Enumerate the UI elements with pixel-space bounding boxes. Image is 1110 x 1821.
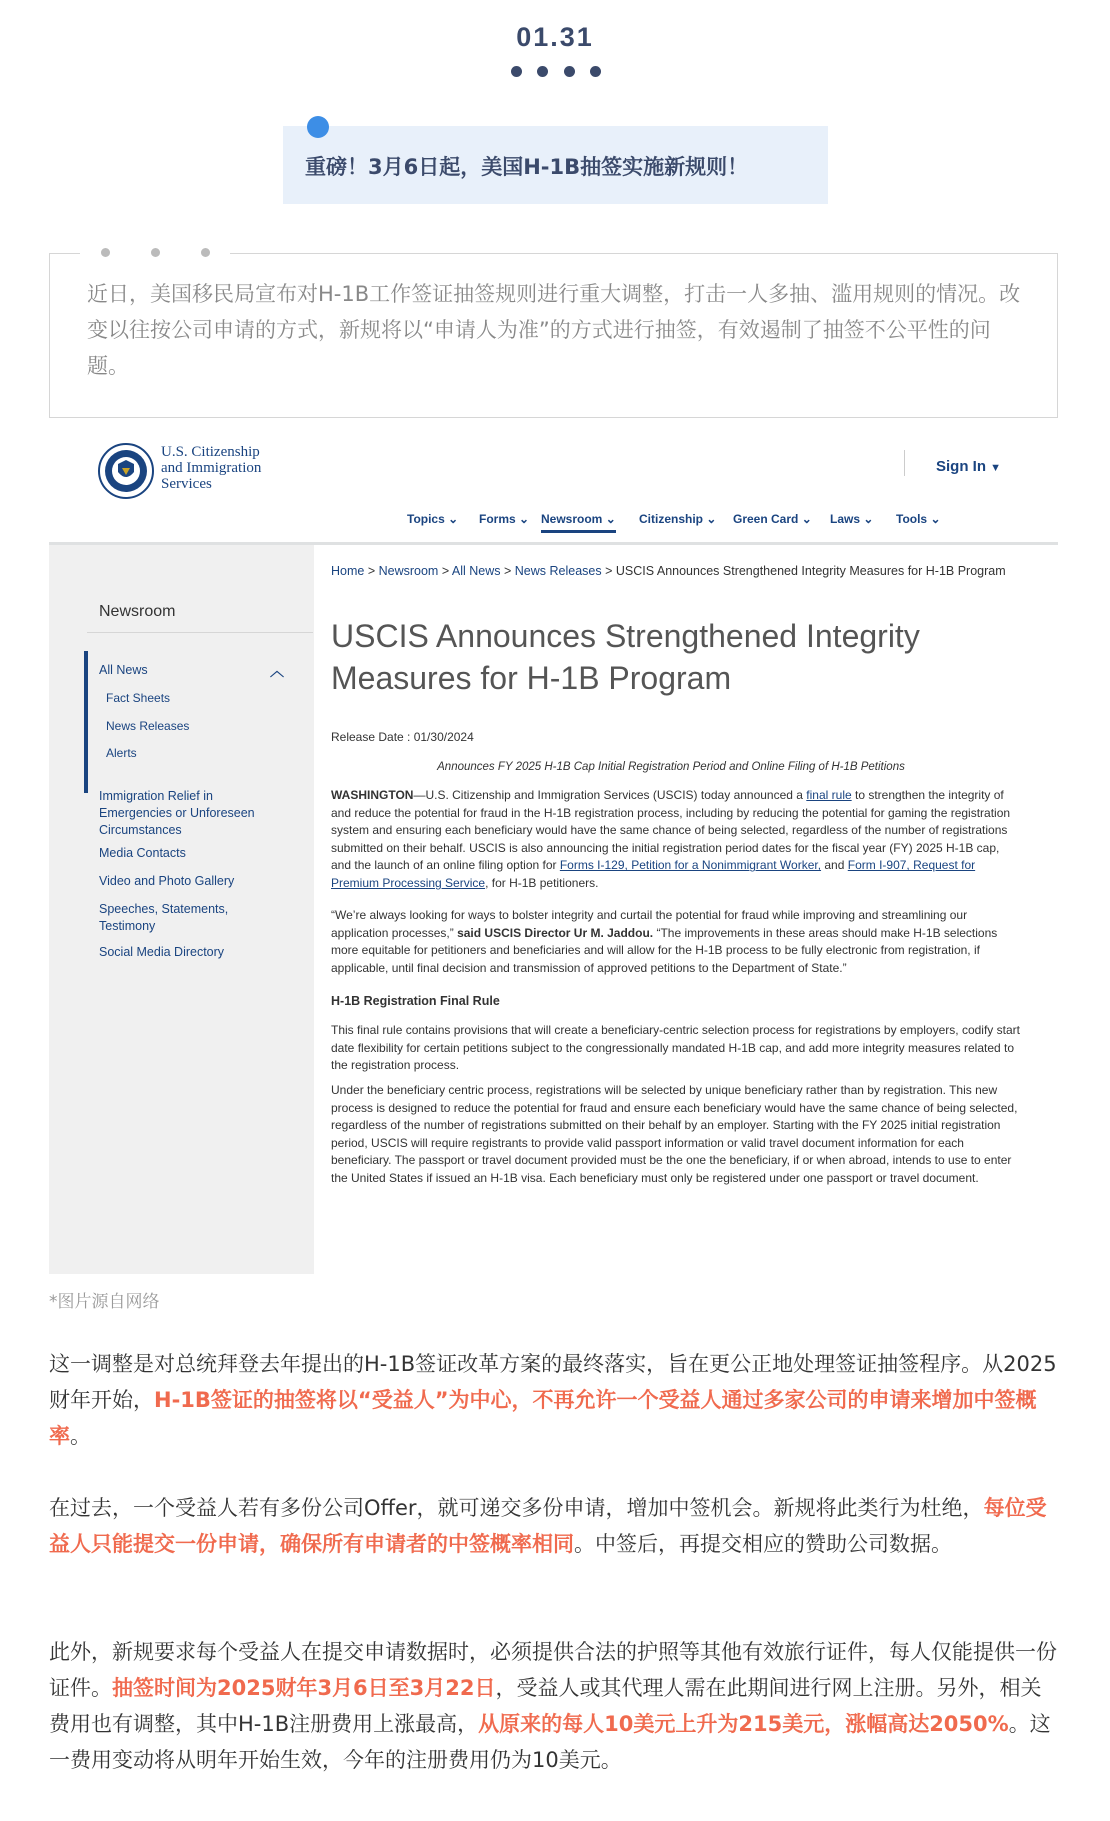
caret-down-icon: ▼ bbox=[990, 462, 1002, 474]
nav-citizenship[interactable]: Citizenship ⌄ bbox=[639, 512, 717, 526]
sidebar bbox=[49, 545, 314, 1274]
final-rule-link[interactable]: final rule bbox=[806, 788, 852, 802]
chevron-down-icon: ⌄ bbox=[863, 512, 874, 526]
highlight-3: 抽签时间为2025财年3月6日至3月22日 bbox=[112, 1676, 496, 1700]
sidebar-item-speeches[interactable]: Speeches, Statements, Testimony bbox=[99, 902, 229, 933]
page-title: USCIS Announces Strengthened Integrity Measures for H-1B Program bbox=[331, 618, 920, 696]
sign-in-label: Sign In bbox=[936, 458, 986, 475]
body-paragraph-2: 在过去，一个受益人若有多份公司Offer，就可递交多份申请，增加中签机会。新规将此类行为杜绝，每位受益人只能提交一份申请，确保所有申请者的中签概率相同。中签后，再提交相应的赞助公司数据。 bbox=[49, 1496, 1047, 1556]
uscis-screenshot bbox=[49, 428, 1058, 1274]
chevron-down-icon: ⌄ bbox=[605, 512, 616, 526]
header-divider bbox=[904, 450, 905, 476]
breadcrumb: Home > Newsroom > All News > News Releases > USCIS Announces Strengthened Integrity Measures for H-1B Program bbox=[331, 564, 1006, 578]
main-nav bbox=[49, 512, 1058, 538]
agency-name[interactable] bbox=[161, 444, 261, 492]
sidebar-item-news-releases[interactable]: News Releases bbox=[106, 719, 190, 733]
chevron-down-icon: ⌄ bbox=[801, 512, 812, 526]
title-dot-decoration bbox=[307, 116, 329, 138]
body-paragraph-1: 这一调整是对总统拜登去年提出的H-1B签证改革方案的最终落实，旨在更公正地处理签证抽签程序。从2025财年开始，H-1B签证的抽签将以“受益人”为中心，不再允许一个受益人通过多家公司的申请来增加中签概率。 bbox=[49, 1352, 1057, 1448]
sign-in-button[interactable] bbox=[936, 458, 1001, 475]
agency-line-3: Services bbox=[161, 476, 212, 492]
paragraph-4: Under the beneficiary centric process, registrations will be selected by unique beneficiary rather than by registration. This new process is designed to reduce the potential for fraud and ensure each beneficiary would have the same chance of being selected, regardless of the number of registrations submitted on their behalf by an employer. Starting with the FY 2025 initial registration period, USCIS will require registrants to provide valid passport information or valid travel document information for each beneficiary. The passport or travel document provided must be the one the beneficiary, if or when abroad, intends to use to enter the United States if issued an H-1B visa. Each beneficiary must only be registered under one passport or travel document. bbox=[331, 1083, 1018, 1185]
breadcrumb-all-news[interactable]: All News bbox=[451, 564, 501, 578]
chevron-up-icon[interactable]: ︿ bbox=[270, 664, 284, 680]
dhs-seal-icon bbox=[97, 442, 155, 500]
nav-tools[interactable]: Tools ⌄ bbox=[896, 512, 941, 526]
highlight-2: 每位受益人只能提交一份申请，确保所有申请者的中签概率相同 bbox=[49, 1496, 1047, 1556]
sidebar-item-all-news[interactable]: All News bbox=[99, 663, 148, 677]
body-paragraph-3: 此外，新规要求每个受益人在提交申请数据时，必须提供合法的护照等其他有效旅行证件，每人仅能提供一份证件。抽签时间为2025财年3月6日至3月22日，受益人或其代理人需在此期间进行网上注册。另外，相关费用也有调整，其中H-1B注册费用上涨最高，从原来的每人10美元上升为215美元，涨幅高达2050%。这一费用变动将从明年开始生效，今年的注册费用仍为10美元。 bbox=[49, 1640, 1057, 1772]
article-title: 重磅！3月6日起，美国H-1B抽签实施新规则！ bbox=[305, 155, 749, 179]
dateline: WASHINGTON bbox=[331, 788, 414, 802]
article-date: 01.31 bbox=[516, 22, 594, 52]
intro-dots-decoration bbox=[80, 244, 230, 260]
section-heading: H-1B Registration Final Rule bbox=[331, 994, 500, 1008]
director-attribution: said USCIS Director Ur M. Jaddou. bbox=[457, 925, 654, 940]
chevron-down-icon: ⌄ bbox=[930, 512, 941, 526]
breadcrumb-current: USCIS Announces Strengthened Integrity Measures for H-1B Program bbox=[615, 564, 1006, 578]
agency-line-2: and Immigration bbox=[161, 460, 262, 476]
chevron-down-icon: ⌄ bbox=[448, 512, 459, 526]
breadcrumb-newsroom[interactable]: Newsroom bbox=[378, 564, 439, 578]
highlight-4: 从原来的每人10美元上升为215美元，涨幅高达2050% bbox=[478, 1712, 1009, 1736]
nav-laws[interactable]: Laws ⌄ bbox=[830, 512, 874, 526]
breadcrumb-home[interactable]: Home bbox=[331, 564, 365, 578]
uscis-header bbox=[49, 428, 1058, 545]
chevron-down-icon: ⌄ bbox=[519, 512, 530, 526]
sidebar-item-social-media[interactable]: Social Media Directory bbox=[99, 945, 225, 959]
release-subheading: Announces FY 2025 H-1B Cap Initial Registration Period and Online Filing of H-1B Petitions bbox=[437, 761, 905, 773]
nav-topics[interactable]: Topics ⌄ bbox=[407, 512, 459, 526]
form-i907-link[interactable]: Form I-907, Request for Premium Processing Service bbox=[331, 858, 976, 890]
sidebar-title: Newsroom bbox=[99, 603, 176, 620]
breadcrumb-news-releases[interactable]: News Releases bbox=[514, 564, 602, 578]
chevron-down-icon: ⌄ bbox=[706, 512, 717, 526]
paragraph-2: “We’re always looking for ways to bolster integrity and curtail the potential for fraud while improving and streamlining our application processes,” said USCIS Director Ur M. Jaddou. “The improvements in these areas should make H-1B selections more equitable for petitioners and beneficiaries and will allow for the H-1B process to be fully electronic from registration, if applicable, until final decision and transmission of approved petitions to the Department of State.” bbox=[331, 908, 998, 975]
paragraph-1: WASHINGTON—U.S. Citizenship and Immigration Services (USCIS) today announced a final rule to strengthen the integrity of and reduce the potential for fraud in the H-1B registration process, including by reducing the potential for gaming the registration system and ensuring each beneficiary would have the same chance of being selected, regardless of the number of registrations submitted on their behalf. USCIS is also announcing the initial registration period dates for the fiscal year (FY) 2025 H-1B cap, and the launch of an online filing option for Forms I-129, Petition for a Nonimmigrant Worker, and Form I-907, Request for Premium Processing Service, for H-1B petitioners. bbox=[331, 788, 1011, 890]
sidebar-item-fact-sheets[interactable]: Fact Sheets bbox=[106, 691, 171, 705]
form-i129-link[interactable]: Forms I-129, Petition for a Nonimmigrant Worker, bbox=[559, 858, 822, 873]
sidebar-divider bbox=[87, 632, 313, 633]
image-caption: *图片源自网络 bbox=[49, 1292, 160, 1312]
highlight-1: H-1B签证的抽签将以“受益人”为中心，不再允许一个受益人通过多家公司的申请来增加中签概率 bbox=[49, 1388, 1037, 1448]
nav-green-card[interactable]: Green Card ⌄ bbox=[733, 512, 812, 526]
agency-line-1: U.S. Citizenship bbox=[161, 444, 260, 460]
intro-text: 近日，美国移民局宣布对H-1B工作签证抽签规则进行重大调整，打击一人多抽、滥用规则的情况。改变以往按公司申请的方式，新规将以“申请人为准”的方式进行抽签，有效遏制了抽签不公平性的问题。 bbox=[87, 282, 1021, 378]
nav-forms[interactable]: Forms ⌄ bbox=[479, 512, 530, 526]
release-date: Release Date : 01/30/2024 bbox=[331, 730, 474, 744]
article-content bbox=[314, 545, 1058, 1274]
sidebar-item-video-photo[interactable]: Video and Photo Gallery bbox=[99, 874, 235, 888]
sidebar-item-media-contacts[interactable]: Media Contacts bbox=[99, 846, 186, 860]
date-dots-decoration bbox=[511, 66, 601, 78]
sidebar-item-alerts[interactable]: Alerts bbox=[106, 746, 137, 760]
paragraph-3: This final rule contains provisions that will create a beneficiary-centric selection process for registrations by employers, codify start date flexibility for certain petitions subject to the congressionally mandated H-1B cap, and add more integrity measures related to the registration process. bbox=[331, 1023, 1020, 1073]
nav-newsroom[interactable]: Newsroom ⌄ bbox=[541, 512, 616, 533]
sidebar-item-immigration-relief[interactable]: Immigration Relief in Emergencies or Unforeseen Circumstances bbox=[99, 789, 255, 837]
